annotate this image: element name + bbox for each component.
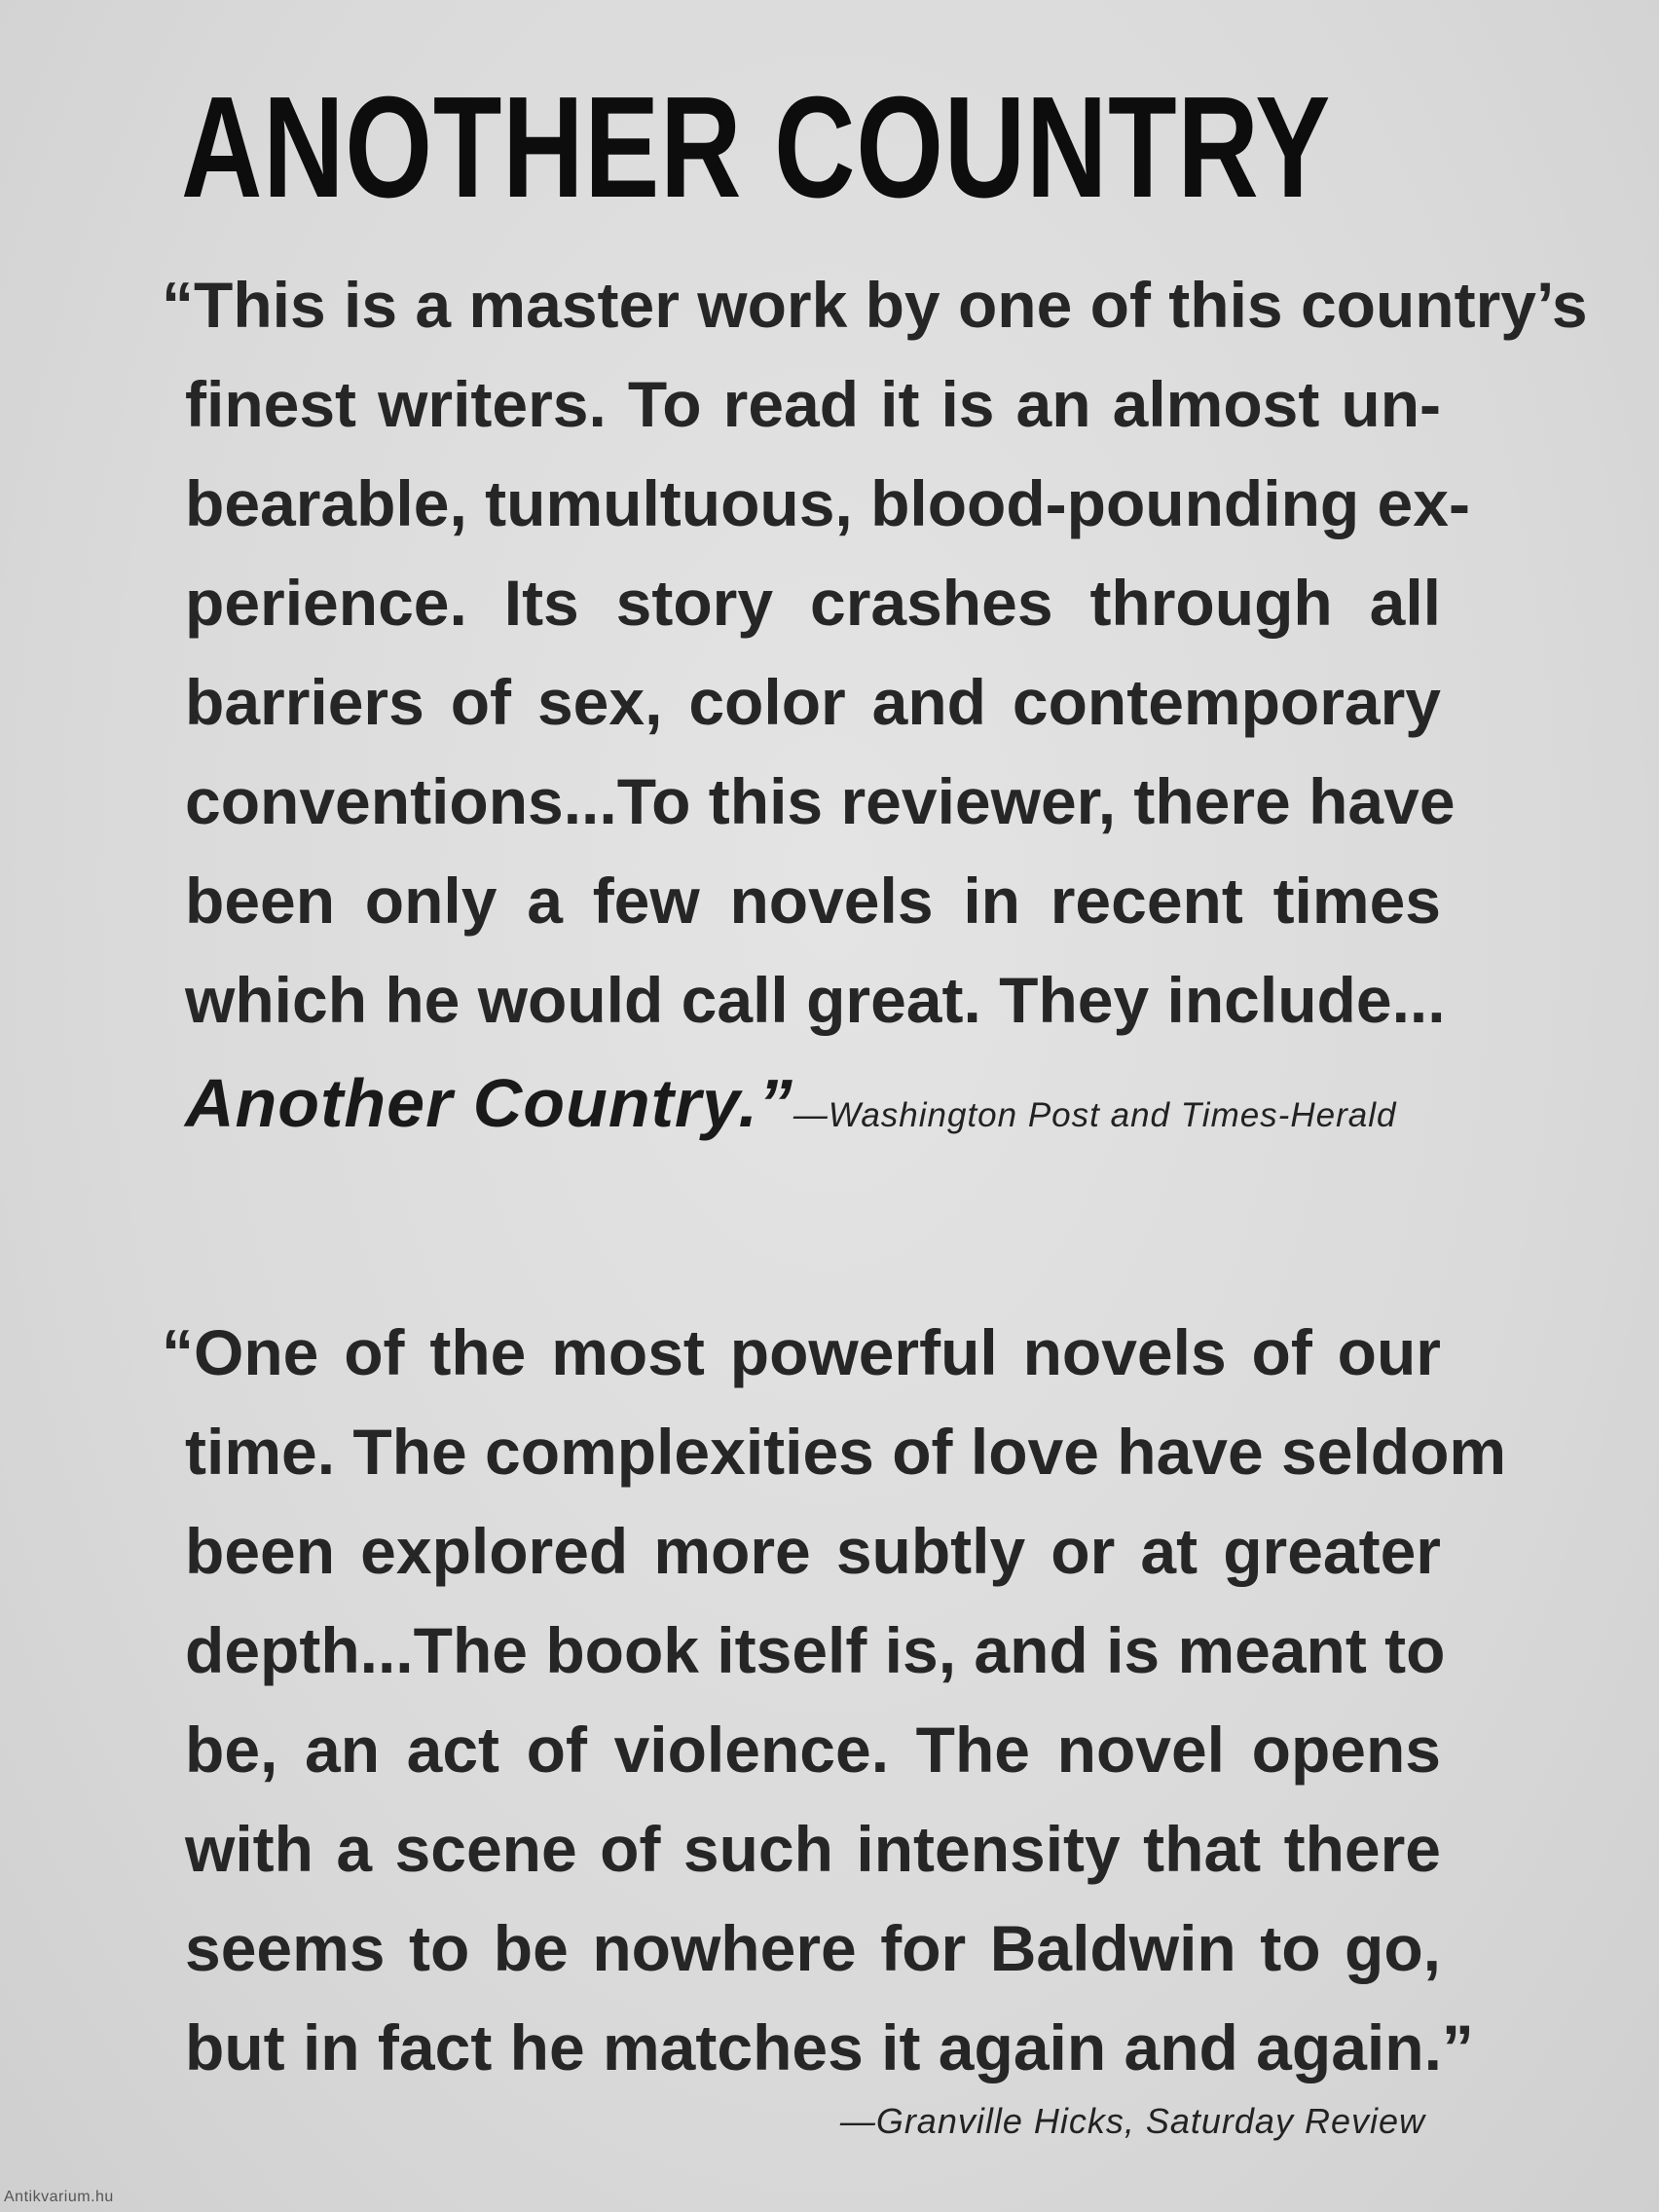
quoted-book-title: Another Country.” bbox=[185, 1065, 793, 1141]
quote-line: finest writers. To read it is an almost un- bbox=[185, 368, 1441, 440]
review-quote-saturday-review bbox=[162, 1303, 1507, 2097]
quote-attribution-line bbox=[185, 1050, 1441, 1157]
review-source: —Granville Hicks, Saturday Review bbox=[839, 2101, 1425, 2141]
quote-line: barriers of sex, color and contemporary bbox=[185, 666, 1441, 738]
quote-line: bearable, tumultuous, blood-pounding ex- bbox=[185, 467, 1470, 539]
quote-line: with a scene of such intensity that there bbox=[185, 1813, 1441, 1885]
quote-line: be, an act of violence. The novel opens bbox=[185, 1714, 1441, 1786]
quote-line: been explored more subtly or at greater bbox=[185, 1515, 1441, 1587]
quote-line: been only a few novels in recent times bbox=[185, 865, 1441, 937]
quote-line: “One of the most powerful novels of our bbox=[162, 1316, 1441, 1388]
quote-line: perience. Its story crashes through all bbox=[185, 567, 1441, 639]
quote-line: which he would call great. They include... bbox=[185, 964, 1446, 1036]
review-source: —Washington Post and Times-Herald bbox=[793, 1096, 1397, 1134]
quote-line: but in fact he matches it again and again.” bbox=[185, 2011, 1474, 2083]
quote-line: time. The complexities of love have seldom bbox=[185, 1416, 1507, 1488]
quote-line: depth...The book itself is, and is meant to bbox=[185, 1614, 1446, 1686]
quote-line: seems to be nowhere for Baldwin to go, bbox=[185, 1912, 1441, 1984]
review-quote-washington-post bbox=[162, 255, 1588, 1157]
quote-line: “This is a master work by one of this country’s bbox=[162, 269, 1588, 341]
watermark: Antikvarium.hu bbox=[4, 2189, 114, 2205]
book-title-heading: ANOTHER COUNTRY bbox=[181, 67, 1332, 228]
quote-line: conventions...To this reviewer, there have bbox=[185, 765, 1456, 837]
